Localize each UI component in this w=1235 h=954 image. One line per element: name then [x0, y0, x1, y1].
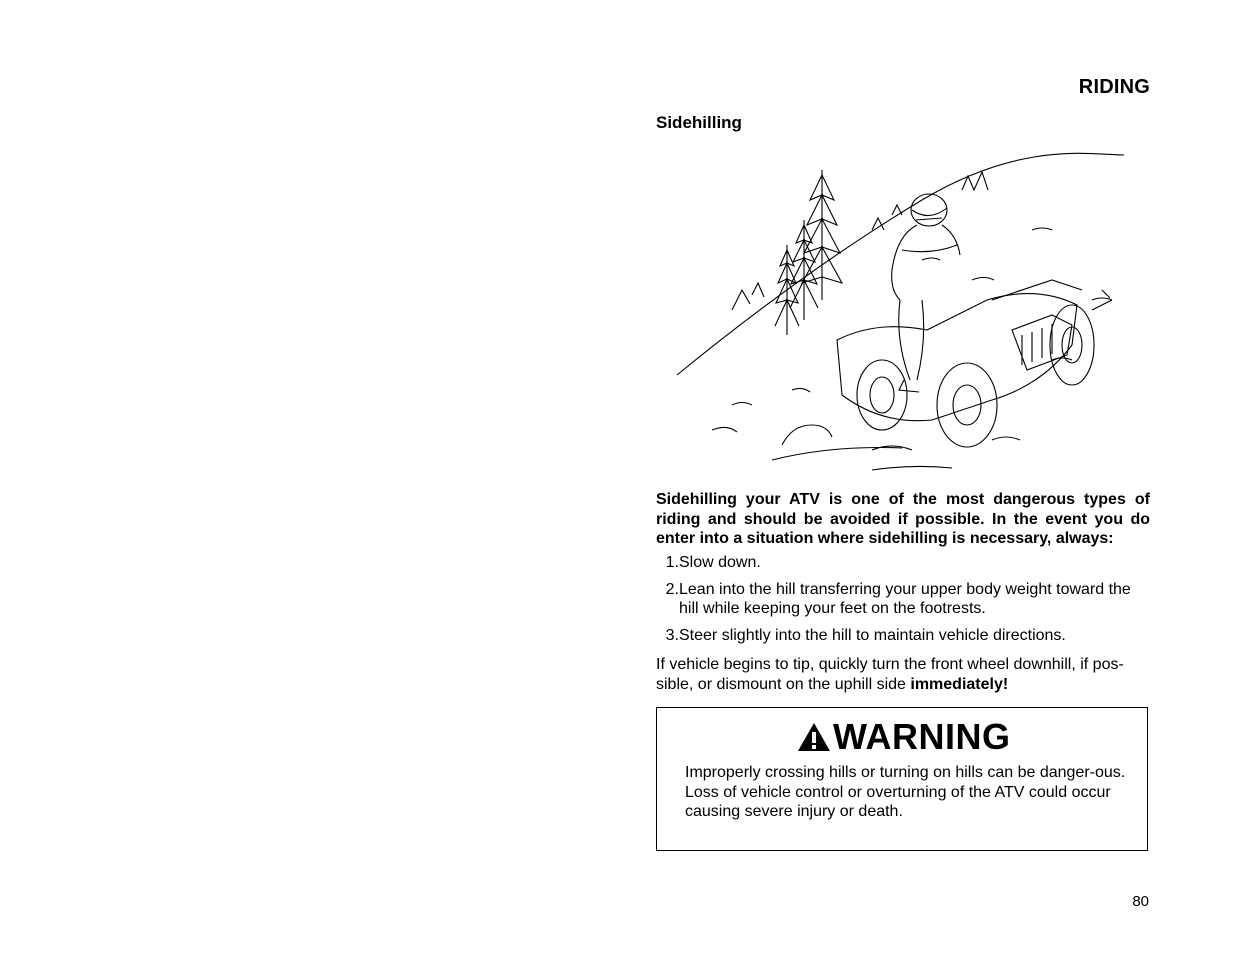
atv-rider-sidehill-illustration [672, 150, 1132, 475]
step-number: 2. [665, 580, 679, 598]
warning-text: Improperly crossing hills or turning on hills can be danger-ous. Loss of vehicle control or overturning of the ATV could occur causing severe injury or death. [685, 764, 1126, 820]
intro-paragraph: Sidehilling your ATV is one of the most dangerous types of riding and should be avoided if possible. In the event you do enter into a situation where sidehilling is necessary, always: [656, 491, 1150, 547]
warning-triangle-icon [797, 721, 831, 753]
step-text: Steer slightly into the hill to maintain vehicle directions. [679, 626, 1066, 644]
list-item [656, 626, 1150, 646]
step-text: Slow down. [679, 554, 761, 571]
steps-list [656, 553, 1150, 652]
warning-box [656, 707, 1148, 851]
warning-title: WARNING [833, 716, 1011, 757]
list-item [656, 553, 1150, 573]
step-text: Lean into the hill transferring your upper body weight toward the hill while keeping your feet on the footrests. [679, 580, 1131, 617]
warning-heading [797, 718, 1011, 756]
note-text: If vehicle begins to tip, quickly turn the front wheel downhill, if pos-sible, or dismount on the uphill side [656, 656, 1124, 693]
section-header: RIDING [1078, 76, 1150, 98]
subheading: Sidehilling [656, 113, 742, 132]
list-item [656, 580, 1150, 619]
step-number: 1. [665, 554, 679, 571]
tip-note [656, 655, 1150, 694]
step-number: 3. [665, 626, 679, 644]
page-number: 80 [1132, 893, 1149, 910]
note-emphasis: immediately! [910, 675, 1009, 693]
